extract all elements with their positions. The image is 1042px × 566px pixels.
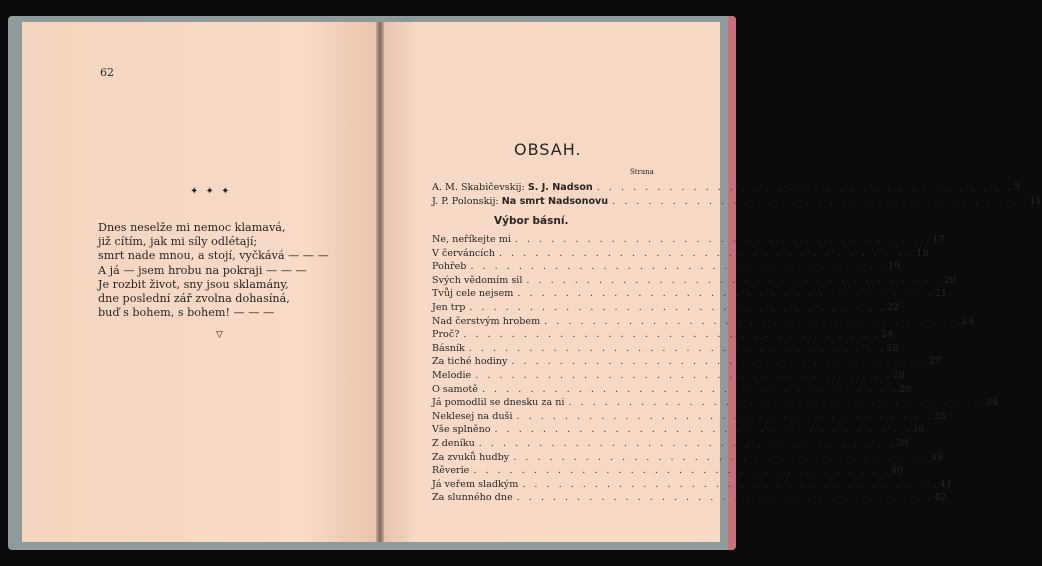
toc-page-number: 19: [887, 261, 901, 273]
poem-line: dne poslední zář zvolna dohasíná,: [98, 292, 290, 306]
toc-leader: . . . . . . . . . . . . . . . . . . . . . . . . . . . . . . . . . . .: [516, 410, 934, 422]
toc-entry: [432, 464, 903, 478]
toc-leader: . . . . . . . . . . . . . . . . . . . . . . . . . . . . . . . . . . .: [517, 288, 935, 300]
toc-entry: [432, 451, 943, 465]
poem-line: již cítím, jak mi síly odlétají;: [98, 235, 258, 249]
toc-entry-title: Nad čerstvým hrobem: [432, 315, 541, 327]
toc-page-number: 39: [930, 451, 943, 463]
toc-entry: [432, 478, 952, 492]
poem-line: smrt nade mnou, a stojí, vyčkává — — —: [98, 249, 329, 263]
toc-entry: [432, 437, 909, 451]
toc-page-number: 40: [890, 465, 903, 477]
toc-entry: [432, 287, 948, 301]
toc-entry: [432, 491, 947, 505]
toc-leader: . . . . . . . . . . . . . . . . . . . . . . . . . . . . . . . . . . .: [516, 492, 935, 504]
toc-entry-title: Tvůj cele nejsem: [432, 288, 514, 300]
toc-entry: [432, 423, 925, 437]
toc-leader: . . . . . . . . . . . . . . . . . . . . . . . . . . . . . . . . . . .: [470, 261, 888, 273]
toc-entry: [432, 247, 929, 261]
toc-entry-title: Já veřem sladkým: [432, 478, 519, 490]
toc-leader: . . . . . . . . . . . . . . . . . . . . . . . . . . . . . . . . . . .: [478, 438, 897, 449]
toc-leader: . . . . . . . . . . . . . . . . . . . . . . . . . . . . . . . . . . .: [498, 247, 917, 259]
poem-line: Je rozbit život, sny jsou sklamány,: [98, 277, 289, 291]
end-mark: ▽: [216, 330, 223, 340]
left-page: [22, 22, 376, 542]
book-cover: [8, 16, 1042, 550]
toc-entry-title: Já pomodlil se dnesku za ni: [432, 397, 565, 409]
toc-leader: . . . . . . . . . . . . . . . . . . . . . . . . . . . . . . . . . . .: [568, 397, 986, 409]
toc-page-number: 28: [892, 370, 905, 381]
toc-intro-entry: [432, 181, 1021, 195]
page-column-label: Strana: [630, 168, 654, 176]
toc-entry: [432, 233, 945, 247]
toc-entry-title: Za zvuků hudby: [432, 451, 510, 463]
toc-leader: . . . . . . . . . . . . . . . . . . . . . . . . . . . . . . . . . . .: [513, 451, 931, 463]
poem-line: Dnes neselže mi nemoc klamavá,: [98, 221, 286, 234]
toc-entry: [432, 301, 899, 315]
page-number: 62: [100, 66, 114, 79]
poem-line: A já — jsem hrobu na pokraji — — —: [98, 263, 307, 277]
toc-entry-title: Z deníku: [432, 438, 475, 449]
toc-intro-entry: [432, 195, 1042, 209]
toc-page-number: 20: [943, 274, 957, 286]
toc-leader: . . . . . . . . . . . . . . . . . . . . . . . . . . . . . . . . . . .: [514, 234, 933, 245]
toc-page-number: 36: [911, 424, 925, 436]
toc-entry-title: Neklesej na duši: [432, 410, 513, 422]
toc-leader: . . . . . . . . . . . . . . . . . . . . . . . . . . . . . . . . . . .: [596, 182, 1015, 193]
toc-entry-title: J. P. Polonskij: Na smrt Nadsonovu: [432, 196, 609, 207]
toc-entry-title: Melodie: [432, 370, 472, 381]
toc-page-number: 27: [928, 356, 942, 368]
toc-leader: . . . . . . . . . . . . . . . . . . . . . . . . . . . . . . . . . . .: [469, 302, 887, 313]
toc-entry: [432, 355, 942, 369]
toc-entry-title: Ne, neříkejte mi: [432, 234, 511, 245]
toc-leader: . . . . . . . . . . . . . . . . . . . . . . . . . . . . . . . . . . .: [468, 342, 887, 354]
page-title: OBSAH.: [514, 140, 582, 159]
toc-leader: . . . . . . . . . . . . . . . . . . . . . . . . . . . . . . . . . . .: [481, 383, 900, 395]
toc-entry: [432, 328, 893, 342]
toc-entry-title: A. M. Skabičevskij: S. J. Nadson: [432, 182, 593, 193]
toc-entry: [432, 315, 974, 329]
toc-entry: [432, 260, 901, 274]
toc-entry: [432, 274, 957, 288]
toc-entry-title: Vše splněno: [432, 424, 491, 436]
toc-leader: . . . . . . . . . . . . . . . . . . . . . . . . . . . . . . . . . . .: [511, 356, 929, 368]
toc-entry: [432, 410, 947, 424]
toc-page-number: 18: [916, 247, 929, 259]
toc-page-number: 35: [933, 410, 947, 422]
toc-page-number: 23: [961, 315, 974, 327]
toc-leader: . . . . . . . . . . . . . . . . . . . . . . . . . . . . . . . . . . .: [612, 196, 1030, 207]
toc-leader: . . . . . . . . . . . . . . . . . . . . . . . . . . . . . . . . . . .: [526, 274, 944, 286]
poem: [98, 221, 329, 320]
toc-entry-title: Rêverie: [432, 465, 470, 477]
toc-page-number: 42: [934, 492, 947, 504]
toc-leader: . . . . . . . . . . . . . . . . . . . . . . . . . . . . . . . . . . .: [544, 315, 962, 327]
toc-entry-title: V červáncích: [432, 247, 495, 259]
toc-entry-title: Básník: [432, 342, 465, 354]
toc-page-number: 41: [939, 478, 952, 490]
toc-leader: . . . . . . . . . . . . . . . . . . . . . . . . . . . . . . . . . . .: [522, 478, 940, 490]
toc-page-number: 22: [886, 302, 899, 313]
toc-leader: . . . . . . . . . . . . . . . . . . . . . . . . . . . . . . . . . . .: [475, 370, 893, 381]
toc-entry: [432, 369, 905, 383]
toc-leader: . . . . . . . . . . . . . . . . . . . . . . . . . . . . . . . . . . .: [463, 329, 881, 341]
book-gutter: [376, 22, 384, 542]
toc-page-number: 24: [880, 329, 893, 341]
toc-entry-title: Pohřeb: [432, 261, 467, 273]
toc-entry-title: Za slunného dne: [432, 492, 513, 504]
toc-entry-title: Jen trp: [432, 302, 466, 313]
toc-page-number: 17: [932, 234, 945, 245]
toc-page-number: 11: [1029, 196, 1042, 207]
toc-leader: . . . . . . . . . . . . . . . . . . . . . . . . . . . . . . . . . . .: [473, 465, 891, 477]
toc-page-number: 21: [934, 288, 948, 300]
toc-entry-title: Proč?: [432, 329, 460, 341]
toc-entry-title: Za tiché hodiny: [432, 356, 508, 368]
toc-leader: . . . . . . . . . . . . . . . . . . . . . . . . . . . . . . . . . . .: [494, 424, 912, 436]
toc-page-number: 29: [899, 383, 912, 395]
right-page: [384, 22, 1042, 542]
toc-entry: [432, 342, 899, 356]
toc-page-number: 26: [886, 342, 899, 354]
poem-line: buď s bohem, s bohem! — — —: [98, 306, 275, 320]
toc-entry: [432, 383, 912, 397]
toc-entry-title: O samotě: [432, 383, 478, 395]
section-title: Výbor básní.: [494, 215, 569, 227]
toc-entry: [432, 396, 999, 410]
toc-entry-title: Svých vědomím sil: [432, 274, 523, 286]
ornament: ✦ ✦ ✦: [190, 186, 232, 197]
toc-page-number: 38: [896, 438, 909, 449]
toc-page-number: 34: [985, 397, 999, 409]
toc-page-number: 3: [1014, 182, 1021, 193]
